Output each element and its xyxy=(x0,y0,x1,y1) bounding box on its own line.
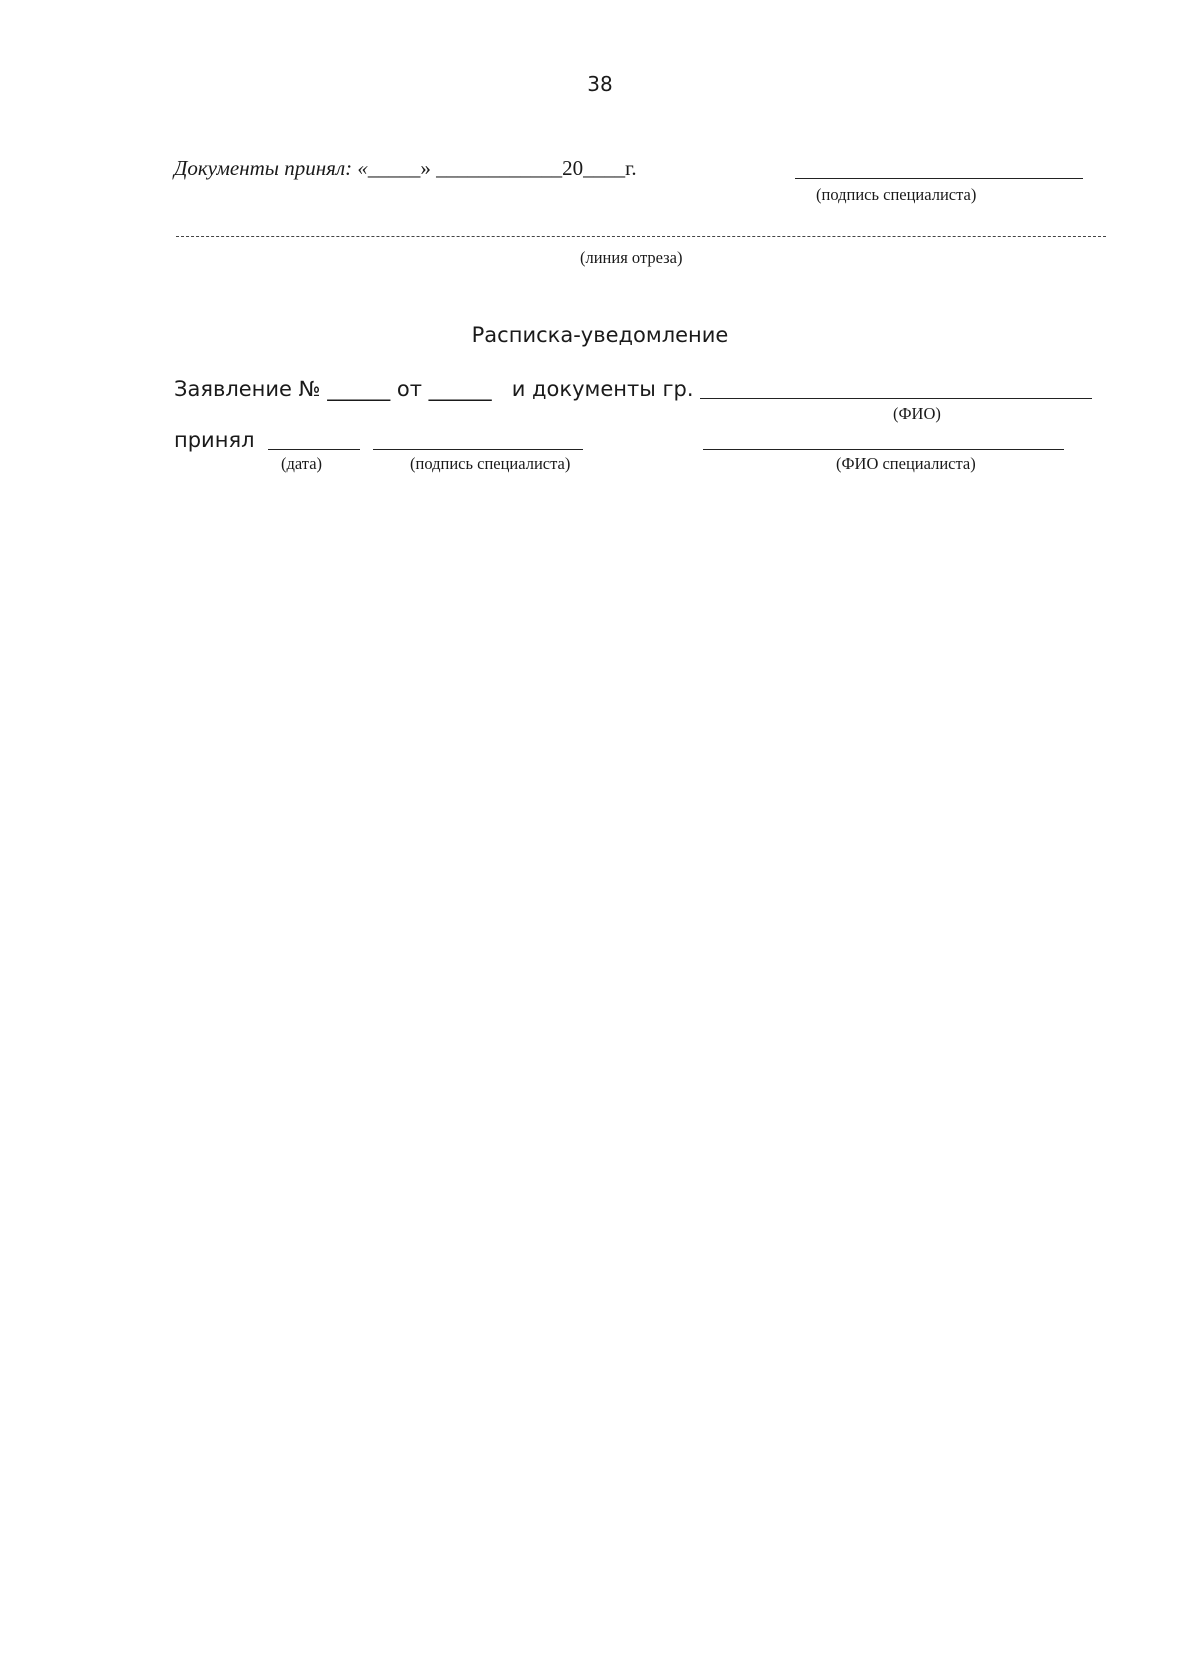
specialist-signature-line xyxy=(795,178,1083,179)
date-line xyxy=(268,449,360,450)
fio-line xyxy=(700,398,1092,399)
year-prefix: 20 xyxy=(562,156,584,180)
cut-line xyxy=(176,236,1106,237)
day-blank: _____ xyxy=(367,156,421,180)
signature-caption: (подпись специалиста) xyxy=(410,454,571,473)
statement-number-blank: ______ xyxy=(327,377,391,401)
signature-line xyxy=(373,449,583,450)
year-suffix: г. xyxy=(625,156,637,180)
month-blank: ____________ xyxy=(436,156,563,180)
date-caption: (дата) xyxy=(281,454,323,473)
from-date-blank: ______ xyxy=(428,377,492,401)
specialist-signature-caption: (подпись специалиста) xyxy=(816,185,977,204)
documents-accepted-label: Документы принял: « xyxy=(174,156,368,180)
specialist-fio-caption: (ФИО специалиста) xyxy=(836,454,976,473)
statement-label: Заявление № xyxy=(174,377,321,401)
cut-line-caption: (линия отреза) xyxy=(580,248,683,267)
year-blank: ____ xyxy=(583,156,626,180)
page-number: 38 xyxy=(587,72,613,96)
statement-row xyxy=(174,377,694,401)
accepted-label: принял xyxy=(174,428,255,452)
documents-accepted-line xyxy=(174,156,637,181)
specialist-fio-line xyxy=(703,449,1064,450)
from-label: от xyxy=(396,377,422,401)
documents-label: и документы гр. xyxy=(511,377,694,401)
notice-title: Расписка-уведомление xyxy=(471,323,729,347)
close-quote: » xyxy=(420,156,437,180)
fio-caption: (ФИО) xyxy=(893,404,941,423)
